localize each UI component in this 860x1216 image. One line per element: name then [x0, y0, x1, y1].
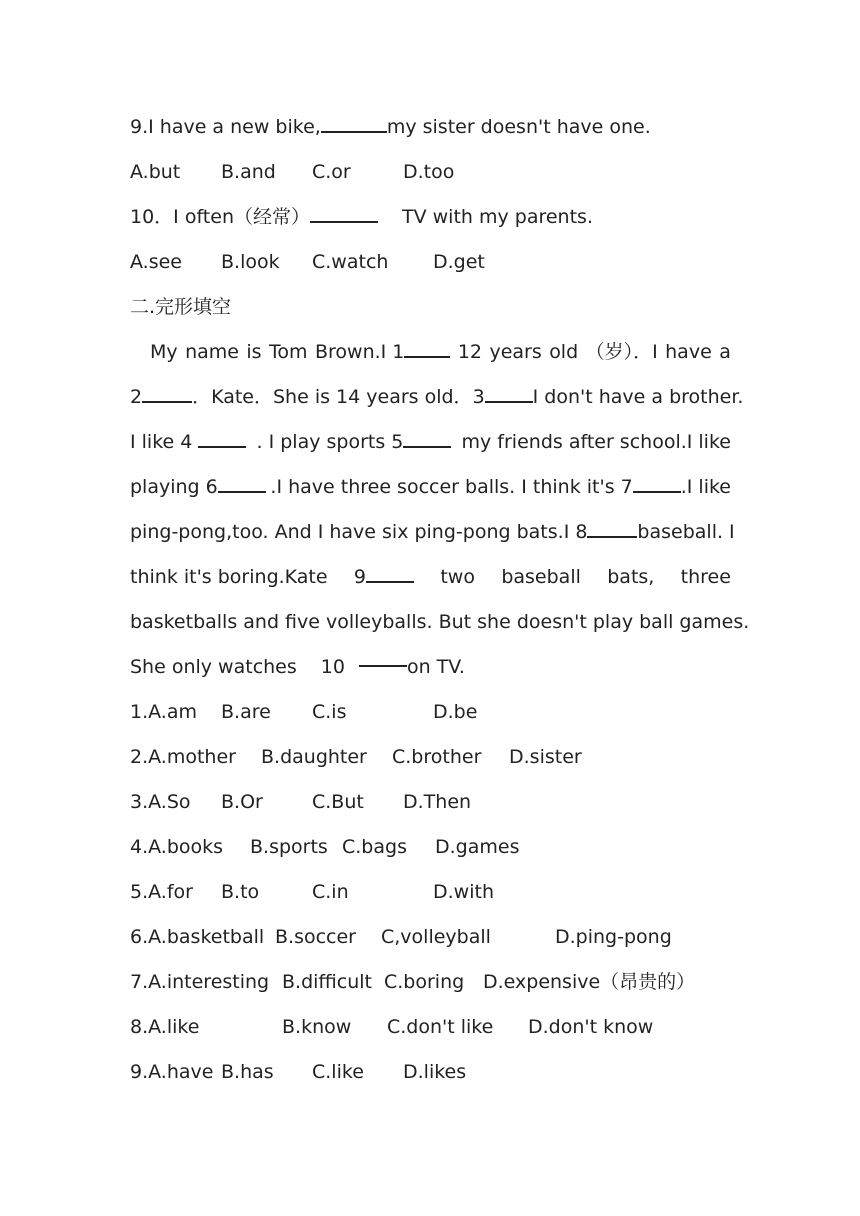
- text-span: I don't have a brother.: [532, 386, 744, 408]
- question-10-stem-start: 10．I often（经常）: [130, 206, 310, 228]
- word: years: [489, 341, 542, 363]
- word: have: [665, 341, 712, 363]
- passage-line: [130, 465, 731, 510]
- word: name: [185, 341, 239, 363]
- word: bats,: [607, 566, 655, 588]
- question-number: 5.: [130, 881, 149, 903]
- cloze-question-5: [130, 870, 731, 915]
- option-a: A.like: [148, 1016, 200, 1038]
- text-span: basketballs and five volleyballs. But she doesn't play ball games.: [130, 611, 750, 633]
- question-number: 4.: [130, 836, 149, 858]
- option-a: A.see: [130, 251, 182, 273]
- word: Tom: [269, 341, 308, 363]
- cloze-question-2: [130, 735, 731, 780]
- answer-blank: [321, 111, 387, 133]
- text-span: playing 6: [130, 476, 218, 498]
- question-number: 6.: [130, 926, 149, 948]
- passage-line: [130, 510, 735, 555]
- text-span: think it's boring.Kate: [130, 566, 328, 588]
- question-number: 7.: [130, 971, 149, 993]
- word: 3: [472, 386, 485, 408]
- cloze-passage: [130, 330, 750, 690]
- option-d: D.Then: [403, 791, 472, 813]
- word: is: [246, 341, 262, 363]
- option-b: B.know: [282, 1016, 352, 1038]
- option-c: C.But: [312, 791, 364, 813]
- question-9-options: [130, 150, 731, 195]
- passage-line: [130, 330, 731, 375]
- answer-blank-1: [404, 336, 450, 358]
- answer-blank-5: [403, 426, 451, 448]
- option-a: A.but: [130, 161, 181, 183]
- option-a: A.mother: [148, 746, 236, 768]
- option-c: C.like: [312, 1061, 364, 1083]
- option-d: D.don't know: [528, 1016, 654, 1038]
- word: 12: [457, 341, 483, 363]
- option-a: A.am: [148, 701, 197, 723]
- question-10-stem-end: TV with my parents.: [401, 206, 593, 228]
- answer-blank-8: [587, 516, 637, 538]
- option-c: C.or: [312, 161, 351, 183]
- word: 10: [320, 656, 345, 678]
- text-span: I like 4: [130, 431, 193, 453]
- cloze-question-6: [130, 915, 731, 960]
- cloze-question-9: [130, 1050, 731, 1095]
- option-a: A.have: [148, 1061, 214, 1083]
- word: a: [719, 341, 731, 363]
- option-c: C.boring: [384, 971, 465, 993]
- option-b: B.sports: [250, 836, 328, 858]
- question-number: 1.: [130, 701, 149, 723]
- answer-blank-9: [366, 561, 414, 583]
- option-b: B.look: [221, 251, 280, 273]
- option-a: A.for: [148, 881, 193, 903]
- word: （岁）．I: [585, 341, 658, 363]
- option-b: B.soccer: [275, 926, 356, 948]
- question-number: 8.: [130, 1016, 149, 1038]
- cloze-question-3: [130, 780, 731, 825]
- question-9: [130, 105, 731, 150]
- option-c: C.bags: [342, 836, 407, 858]
- answer-blank-2: [142, 381, 192, 403]
- word: baseball: [501, 566, 581, 588]
- word: three: [680, 566, 731, 588]
- option-a: A.basketball: [148, 926, 265, 948]
- text-span: She only watches: [130, 656, 297, 678]
- question-number: 3.: [130, 791, 149, 813]
- question-10-options: [130, 240, 731, 285]
- passage-line: [130, 555, 731, 600]
- cloze-question-4: [130, 825, 731, 870]
- text-span: .I have three soccer balls. I think it's 7: [270, 476, 633, 498]
- passage-line: [130, 420, 731, 465]
- text-span: my friends after school.I like: [461, 431, 731, 453]
- option-d: D.too: [403, 161, 455, 183]
- text-span: . I play sports 5: [256, 431, 404, 453]
- worksheet-page: [130, 105, 750, 1095]
- option-d: D.ping-pong: [555, 926, 672, 948]
- option-d: D.likes: [403, 1061, 467, 1083]
- passage-line: [130, 645, 731, 690]
- word: 2: [130, 386, 143, 408]
- option-b: B.to: [221, 881, 260, 903]
- passage-line: [130, 375, 744, 420]
- option-a: A.books: [148, 836, 224, 858]
- option-c: C.is: [312, 701, 347, 723]
- question-9-stem-start: 9.I have a new bike,: [130, 116, 321, 138]
- option-a: A.So: [148, 791, 191, 813]
- answer-blank: [310, 201, 378, 223]
- option-c: C.in: [312, 881, 349, 903]
- text-span: ping-pong,too. And I have six ping-pong bats.I 8: [130, 521, 588, 543]
- option-d: D.with: [433, 881, 494, 903]
- option-b: B.and: [221, 161, 276, 183]
- text-span: ．Kate．She is 14 years old．: [192, 386, 473, 408]
- option-d: D.sister: [509, 746, 582, 768]
- text-span: .I like: [680, 476, 731, 498]
- word: Brown.I 1: [314, 341, 405, 363]
- option-b: B.difficult: [282, 971, 372, 993]
- word: My: [150, 341, 178, 363]
- option-c: C.watch: [312, 251, 389, 273]
- question-9-stem-end: my sister doesn't have one.: [386, 116, 651, 138]
- option-c: C.don't like: [387, 1016, 494, 1038]
- option-d: D.expensive（昂贵的）: [483, 971, 696, 993]
- text-span: on TV.: [406, 656, 465, 678]
- passage-line: [130, 600, 750, 645]
- answer-blank-7: [633, 471, 681, 493]
- cloze-question-7: [130, 960, 731, 1005]
- word: old: [549, 341, 579, 363]
- option-b: B.Or: [221, 791, 263, 813]
- question-number: 2.: [130, 746, 149, 768]
- option-c: C.brother: [392, 746, 482, 768]
- cloze-question-1: [130, 690, 731, 735]
- question-number: 9.: [130, 1061, 149, 1083]
- option-b: B.has: [221, 1061, 274, 1083]
- text-span: baseball. I: [637, 521, 735, 543]
- option-c: C,volleyball: [381, 926, 491, 948]
- answer-blank-3: [485, 381, 533, 403]
- option-d: D.get: [433, 251, 485, 273]
- cloze-question-8: [130, 1005, 731, 1050]
- option-d: D.games: [435, 836, 520, 858]
- option-a: A.interesting: [148, 971, 270, 993]
- question-10: [130, 195, 731, 240]
- answer-blank-4: [198, 426, 246, 448]
- option-b: B.are: [221, 701, 271, 723]
- section-title: 二.完形填空: [130, 296, 232, 318]
- answer-blank-6: [218, 471, 266, 493]
- word: two: [440, 566, 475, 588]
- word: 9: [353, 566, 367, 588]
- option-b: B.daughter: [261, 746, 367, 768]
- answer-blank-10: [359, 645, 407, 667]
- option-d: D.be: [433, 701, 478, 723]
